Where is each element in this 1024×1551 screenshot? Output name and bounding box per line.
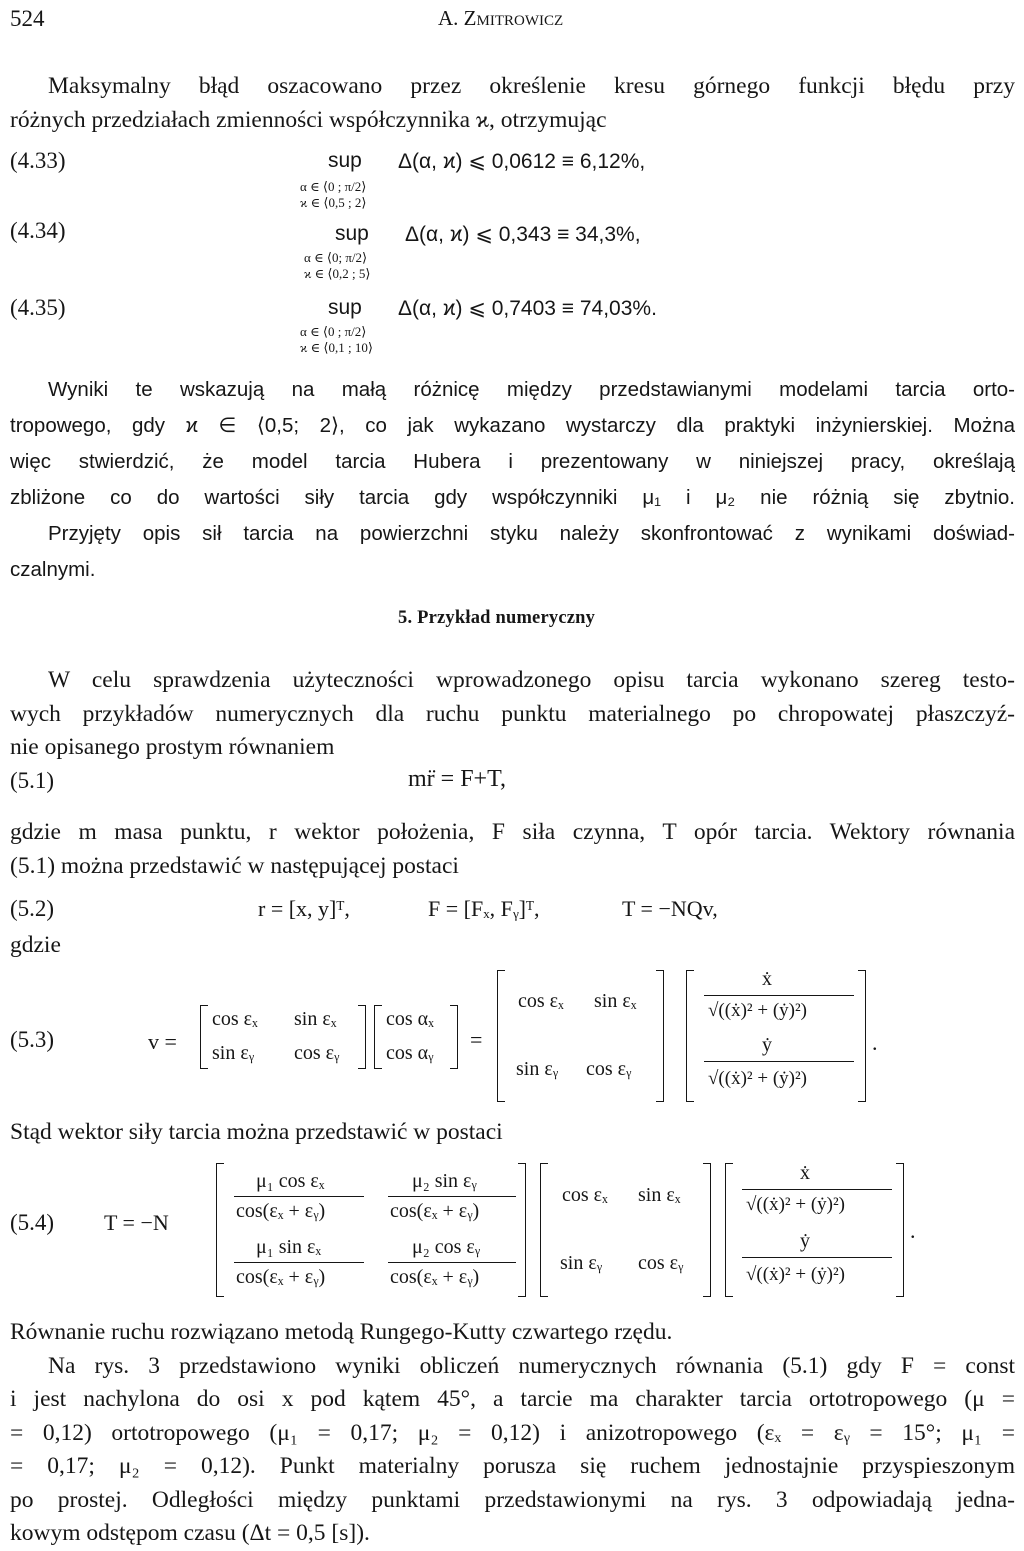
matrix-cell: sin εᵧ bbox=[560, 1252, 603, 1274]
text-line: nie opisanego prostym równaniem bbox=[10, 734, 335, 760]
section-heading: 5. Przykład numeryczny bbox=[398, 608, 596, 628]
vector-cell: cos αₓ bbox=[386, 1008, 434, 1030]
equation-number: (5.1) bbox=[10, 768, 55, 793]
paragraph-vectors bbox=[10, 816, 1015, 883]
text-line: kowym odstępom czasu (Δt = 0,5 [s]). bbox=[10, 1520, 370, 1546]
vector-cell: cos αᵧ bbox=[386, 1042, 434, 1064]
paragraph-example bbox=[10, 664, 1015, 765]
text-line: Na rys. 3 przedstawiono wyniki obliczeń numerycznych równania (5.1) gdy F = const bbox=[48, 1352, 1015, 1379]
equation-lhs: T = −N bbox=[104, 1210, 169, 1235]
running-head: A. Zmitrowicz bbox=[438, 6, 564, 30]
paragraph-conclusion bbox=[10, 372, 1015, 588]
force-vector: F = [Fₓ, Fᵧ]ᵀ, bbox=[428, 896, 540, 921]
fraction-line bbox=[234, 1262, 364, 1263]
equation-number: (4.33) bbox=[10, 148, 66, 173]
vector-denominator: √((ẋ)² + (ẏ)²) bbox=[708, 1000, 807, 1021]
vector-bracket-left bbox=[374, 1005, 382, 1069]
fraction-line bbox=[388, 1196, 516, 1197]
range-condition: α ∈ ⟨0 ; π/2⟩ bbox=[300, 324, 367, 339]
text-line: Przyjęty opis sił tarcia na powierzchni styku należy skonfrontować z wynikami doświad- bbox=[48, 522, 1015, 545]
matrix-bracket-left bbox=[497, 970, 505, 1102]
matrix-denominator: cos(εₓ + εᵧ) bbox=[390, 1200, 480, 1222]
text-line: (5.1) można przedstawić w następującej postaci bbox=[10, 852, 459, 879]
equation-body: Δ(α, ϰ) ⩽ 0,0612 ≡ 6,12%, bbox=[398, 150, 646, 173]
range-condition: ϰ ∈ ⟨0,1 ; 10⟩ bbox=[300, 340, 373, 355]
matrix-cell: cos εᵧ bbox=[586, 1058, 632, 1080]
equation-number: (5.3) bbox=[10, 1027, 55, 1052]
fraction-line bbox=[388, 1262, 516, 1263]
vector-bracket-right bbox=[450, 1005, 458, 1069]
equation-number: (5.2) bbox=[10, 896, 55, 921]
matrix-numerator: μ₂ cos εᵧ bbox=[412, 1236, 481, 1258]
fraction-line bbox=[704, 1061, 854, 1062]
vector-bracket-right bbox=[896, 1163, 904, 1297]
vector-denominator: √((ẋ)² + (ẏ)²) bbox=[746, 1264, 845, 1285]
friction-vector: T = −NQv, bbox=[622, 896, 718, 921]
matrix-cell: cos εᵧ bbox=[294, 1042, 340, 1064]
equation-body: Δ(α, ϰ) ⩽ 0,7403 ≡ 74,03%. bbox=[398, 297, 657, 320]
text-line: gdzie m masa punktu, r wektor położenia, F siła czynna, T opór tarcia. Wektory równania bbox=[10, 819, 1015, 845]
sup-operator: sup bbox=[328, 149, 362, 172]
text-line: W celu sprawdzenia użyteczności wprowadzonego opisu tarcia wykonano szereg testo- bbox=[48, 667, 1015, 693]
text-line: Równanie ruchu rozwiązano metodą Rungego-Kutty czwartego rzędu. bbox=[10, 1319, 673, 1345]
sup-operator: sup bbox=[335, 222, 369, 245]
text-line: i jest nachylona do osi x pod kątem 45°, a tarcie ma charakter tarcia ortotropowego (μ = bbox=[10, 1386, 1015, 1412]
text-line: tropowego, gdy ϰ ∈ ⟨0,5; 2⟩, co jak wykazano wystarczy dla praktyki inżynierskiej. Można bbox=[10, 414, 1015, 437]
text-line: Maksymalny błąd oszacowano przez określenie kresu górnego funkcji błędu przy bbox=[48, 73, 1015, 99]
vector-bracket-left bbox=[725, 1163, 733, 1297]
matrix-denominator: cos(εₓ + εᵧ) bbox=[236, 1200, 326, 1222]
matrix-bracket-left bbox=[216, 1163, 224, 1297]
matrix-cell: cos εₓ bbox=[212, 1008, 258, 1030]
page-number: 524 bbox=[10, 6, 45, 31]
vector-denominator: √((ẋ)² + (ẏ)²) bbox=[708, 1068, 807, 1089]
vector-bracket-right bbox=[858, 970, 866, 1102]
matrix-cell: sin εᵧ bbox=[516, 1058, 559, 1080]
vector-numerator: ẋ bbox=[800, 1162, 810, 1184]
vector-bracket-left bbox=[686, 970, 694, 1102]
matrix-denominator: cos(εₓ + εᵧ) bbox=[236, 1266, 326, 1288]
position-vector: r = [x, y]ᵀ, bbox=[258, 896, 350, 921]
vector-numerator: ẏ bbox=[762, 1034, 772, 1056]
matrix-numerator: μ₂ sin εᵧ bbox=[412, 1170, 477, 1192]
fraction-line bbox=[704, 995, 854, 996]
matrix-cell: cos εᵧ bbox=[638, 1252, 684, 1274]
text-line: więc stwierdzić, że model tarcia Hubera i prezentowany w niniejszej pracy, określają bbox=[10, 450, 1015, 473]
matrix-cell: sin εₓ bbox=[594, 990, 637, 1012]
period: . bbox=[910, 1218, 916, 1243]
matrix-cell: cos εₓ bbox=[562, 1184, 608, 1206]
equation-body: mr̈ = F+T, bbox=[408, 766, 506, 792]
fraction-line bbox=[742, 1257, 892, 1258]
sup-operator: sup bbox=[328, 296, 362, 319]
equation-number: (4.35) bbox=[10, 295, 66, 320]
range-condition: ϰ ∈ ⟨0,2 ; 5⟩ bbox=[304, 266, 371, 281]
paragraph-results bbox=[10, 1316, 1015, 1551]
fraction-line bbox=[234, 1196, 364, 1197]
matrix-bracket-right bbox=[656, 970, 664, 1102]
matrix-bracket-left bbox=[200, 1005, 208, 1069]
text-line: zbliżone co do wartości siły tarcia gdy współczynniki μ₁ i μ₂ nie różnią się zbytnio. bbox=[10, 486, 1015, 509]
matrix-numerator: μ₁ sin εₓ bbox=[256, 1236, 322, 1258]
matrix-cell: sin εᵧ bbox=[212, 1042, 255, 1064]
matrix-cell: sin εₓ bbox=[294, 1008, 337, 1030]
matrix-cell: cos εₓ bbox=[518, 990, 564, 1012]
matrix-bracket-right bbox=[358, 1005, 366, 1069]
paragraph-friction-force bbox=[10, 1116, 1015, 1150]
text-line: różnych przedziałach zmienności współczynnika ϰ, otrzymując bbox=[10, 106, 607, 133]
vector-numerator: ẋ bbox=[762, 968, 772, 990]
text-line: = 0,12) ortotropowego (μ₁ = 0,17; μ₂ = 0,12) i anizotropowego (εₓ = εᵧ = 15°; μ₁ = bbox=[10, 1419, 1015, 1446]
equation-number: (5.4) bbox=[10, 1210, 55, 1235]
gdzie-label: gdzie bbox=[10, 932, 61, 958]
equation-lhs: v = bbox=[148, 1029, 177, 1054]
matrix-bracket-right bbox=[518, 1163, 526, 1297]
matrix-bracket-right bbox=[703, 1163, 711, 1297]
matrix-cell: sin εₓ bbox=[638, 1184, 681, 1206]
equation-number: (4.34) bbox=[10, 218, 66, 243]
equation-body: Δ(α, ϰ) ⩽ 0,343 ≡ 34,3%, bbox=[405, 223, 641, 246]
fraction-line bbox=[742, 1189, 892, 1190]
equals-sign: = bbox=[470, 1027, 483, 1052]
text-line: wych przykładów numerycznych dla ruchu punktu materialnego po chropowatej płaszczyź- bbox=[10, 700, 1015, 727]
text-line: Stąd wektor siły tarcia można przedstawić w postaci bbox=[10, 1119, 503, 1145]
paragraph-intro bbox=[10, 70, 1015, 137]
text-line: = 0,17; μ₂ = 0,12). Punkt materialny porusza się ruchem jednostajnie przyspieszonym bbox=[10, 1453, 1015, 1479]
vector-denominator: √((ẋ)² + (ẏ)²) bbox=[746, 1194, 845, 1215]
matrix-numerator: μ₁ cos εₓ bbox=[256, 1170, 325, 1192]
range-condition: α ∈ ⟨0 ; π/2⟩ bbox=[300, 179, 367, 194]
text-line: Wyniki te wskazują na małą różnicę między przedstawianymi modelami tarcia orto- bbox=[48, 378, 1015, 401]
matrix-bracket-left bbox=[540, 1163, 548, 1297]
text-line: czalnymi. bbox=[10, 558, 96, 581]
matrix-denominator: cos(εₓ + εᵧ) bbox=[390, 1266, 480, 1288]
vector-numerator: ẏ bbox=[800, 1230, 810, 1252]
period: . bbox=[872, 1030, 878, 1055]
text-line: po prostej. Odległości między punktami przedstawionymi na rys. 3 odpowiadają jedna- bbox=[10, 1486, 1015, 1513]
range-condition: α ∈ ⟨0; π/2⟩ bbox=[304, 250, 368, 265]
range-condition: ϰ ∈ ⟨0,5 ; 2⟩ bbox=[300, 195, 367, 210]
